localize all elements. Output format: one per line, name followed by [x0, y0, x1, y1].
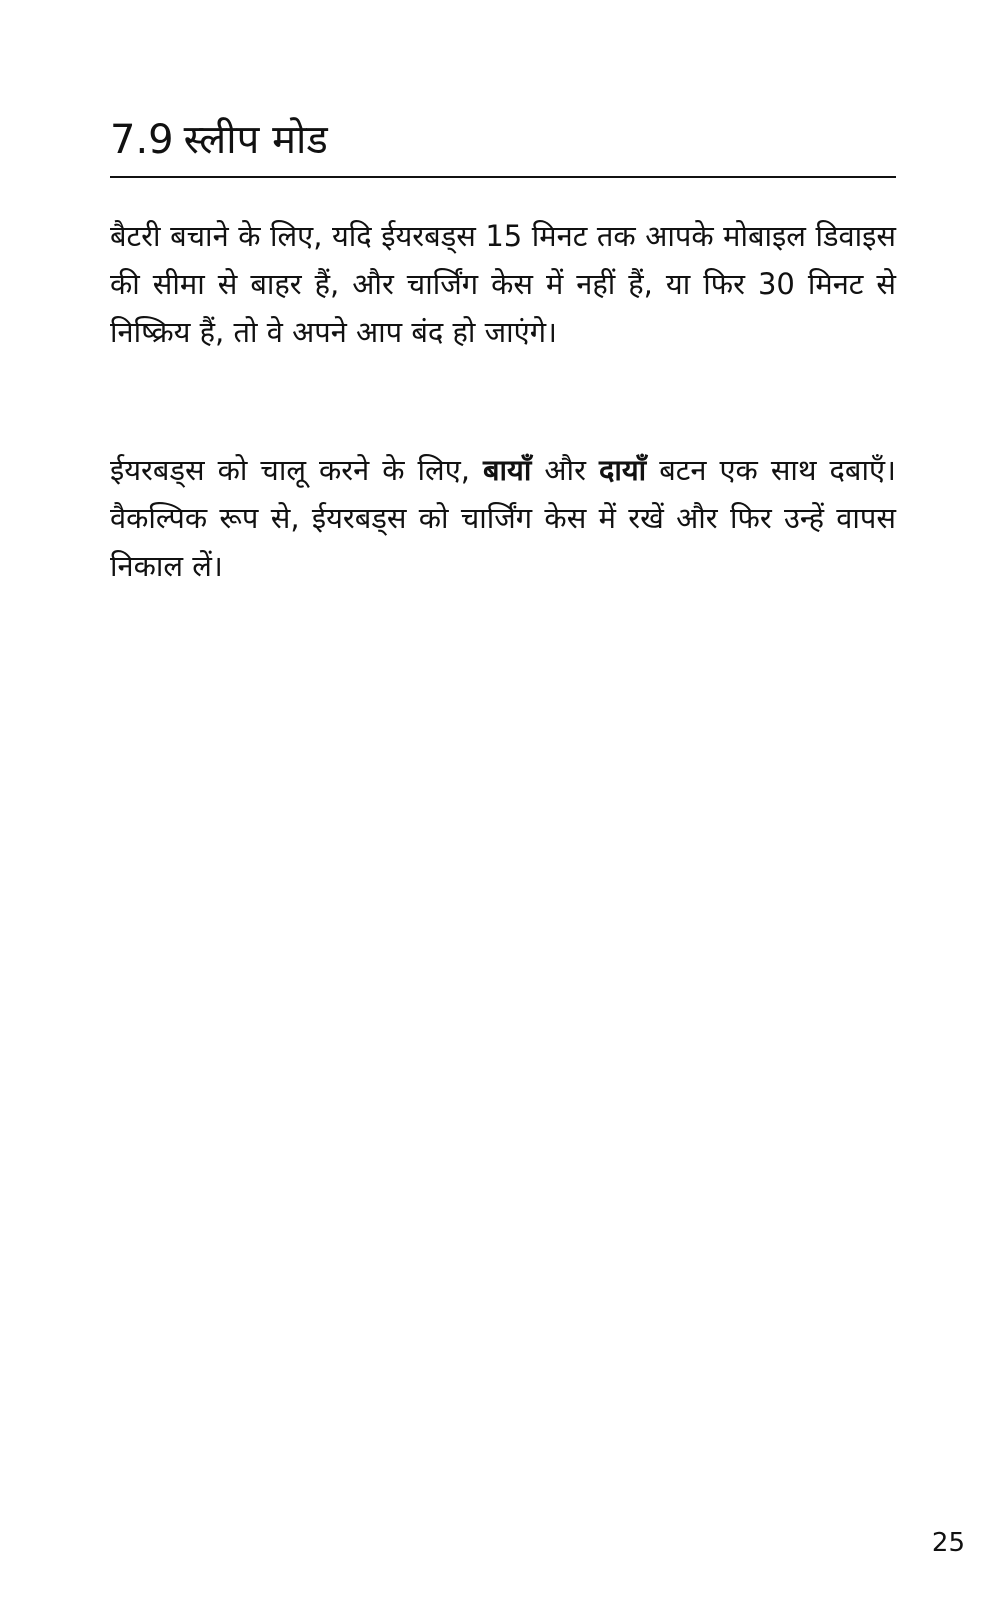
section-title: स्लीप मोड — [183, 117, 328, 163]
sleep-mode-paragraph: बैटरी बचाने के लिए, यदि ईयरबड्स 15 मिनट तक आपके मोबाइल डिवाइस की सीमा से बाहर हैं, और चार्जिंग केस में नहीं हैं, या फिर 30 मिनट से निष्क्रिय हैं, तो वे अपने आप बंद हो जाएंगे। — [110, 219, 896, 349]
wake-instructions-paragraph — [110, 446, 896, 590]
wake-text-part-1: ईयरबड्स को चालू करने के लिए, — [110, 453, 483, 487]
wake-text-part-2: और — [531, 453, 599, 487]
wake-text-part-3: बटन एक साथ दबाएँ। वैकल्पिक रूप से, ईयरबड्स को चार्जिंग केस में रखें और फिर उन्हें वापस निकाल लें। — [110, 453, 896, 583]
left-button-label: बायाँ — [482, 453, 532, 487]
section-heading — [110, 110, 896, 170]
right-button-label: दायाँ — [598, 453, 647, 487]
section-number: 7.9 — [110, 117, 174, 163]
heading-divider — [110, 176, 896, 178]
page-number: 25 — [931, 1528, 965, 1558]
